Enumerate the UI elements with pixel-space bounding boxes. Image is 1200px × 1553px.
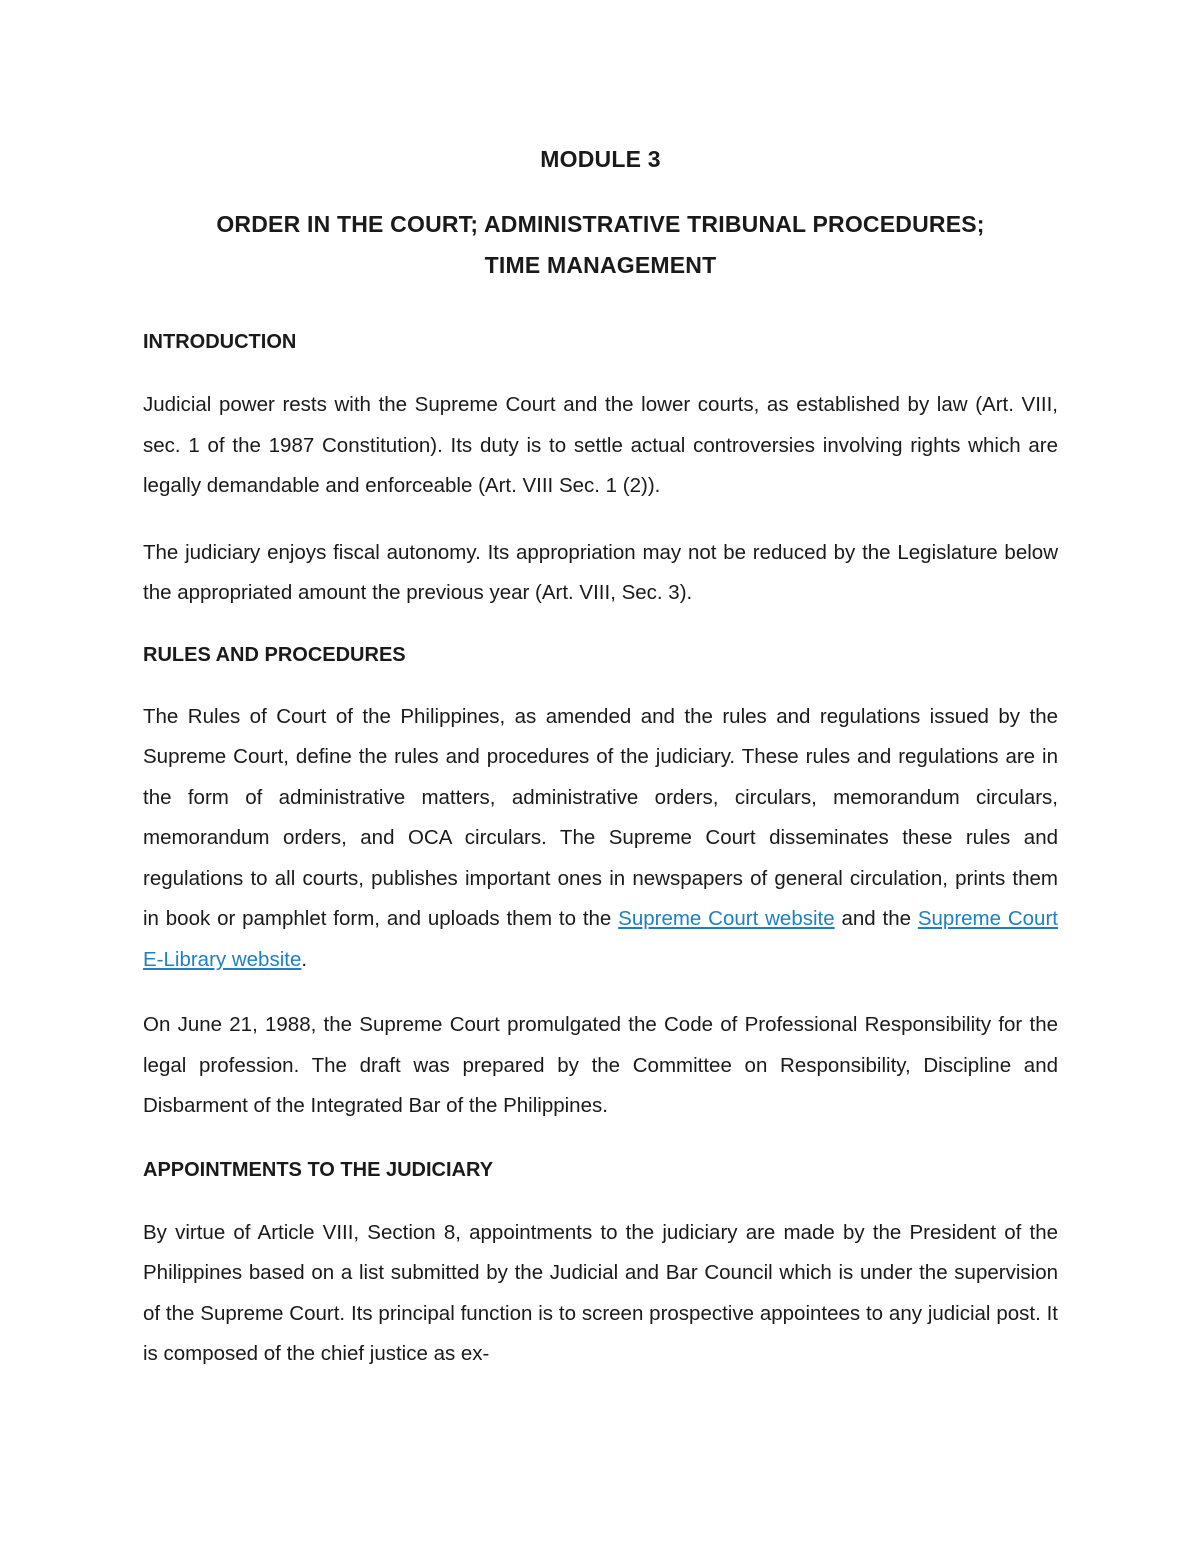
supreme-court-website-link[interactable]: Supreme Court website bbox=[618, 907, 835, 930]
rules-paragraph-1-text: The Rules of Court of the Philippines, as amended and the rules and regulations issued by the Supreme Court, define the rules and procedures of the judiciary. These rules and regulations are in the form of administrative matters, administrative orders, circulars, memorandum circulars, memorandum orders, and OCA circulars. The Supreme Court disseminates these rules and regulations to all courts, publishes important ones in newspapers of general circulation, prints them in book or pamphlet form, and uploads them to the bbox=[143, 704, 1058, 930]
rules-paragraph-1 bbox=[143, 697, 1058, 981]
introduction-paragraph-2: The judiciary enjoys fiscal autonomy. Its appropriation may not be reduced by the Legislature below the appropriated amount the previous year (Art. VIII, Sec. 3). bbox=[143, 540, 1058, 604]
document-page bbox=[143, 140, 1058, 1375]
rules-paragraph-1-connector: and the bbox=[834, 907, 918, 930]
introduction-heading: INTRODUCTION bbox=[143, 331, 297, 353]
rules-paragraph-2: On June 21, 1988, the Supreme Court promulgated the Code of Professional Responsibility for the legal profession. The draft was prepared by the Committee on Responsibility, Discipline and Disbarment of the Integrated Bar of the Philippines. bbox=[143, 1013, 1058, 1117]
rules-and-procedures-heading: RULES AND PROCEDURES bbox=[143, 643, 406, 666]
document-title-line-2: TIME MANAGEMENT bbox=[484, 252, 717, 278]
introduction-paragraph-1: Judicial power rests with the Supreme Court and the lower courts, as established by law (Art. VIII, sec. 1 of the 1987 Constitution). Its duty is to settle actual controversies involving rights which are legally demandable and enforceable (Art. VIII Sec. 1 (2)). bbox=[143, 393, 1058, 497]
module-title: MODULE 3 bbox=[540, 146, 661, 172]
supreme-court-elibrary-link[interactable]: Supreme Court E-Library website bbox=[143, 907, 1058, 971]
rules-paragraph-1-end: . bbox=[301, 947, 308, 971]
document-title bbox=[143, 204, 1058, 286]
document-title-line-1: ORDER IN THE COURT; ADMINISTRATIVE TRIBUNAL PROCEDURES; bbox=[216, 211, 985, 237]
appointments-heading: APPOINTMENTS TO THE JUDICIARY bbox=[143, 1158, 494, 1181]
appointments-paragraph-1: By virtue of Article VIII, Section 8, appointments to the judiciary are made by the President of the Philippines based on a list submitted by the Judicial and Bar Council which is under the supervision of the Supreme Court. Its principal function is to screen prospective appointees to any judicial post. It is composed of the chief justice as ex- bbox=[143, 1220, 1058, 1365]
